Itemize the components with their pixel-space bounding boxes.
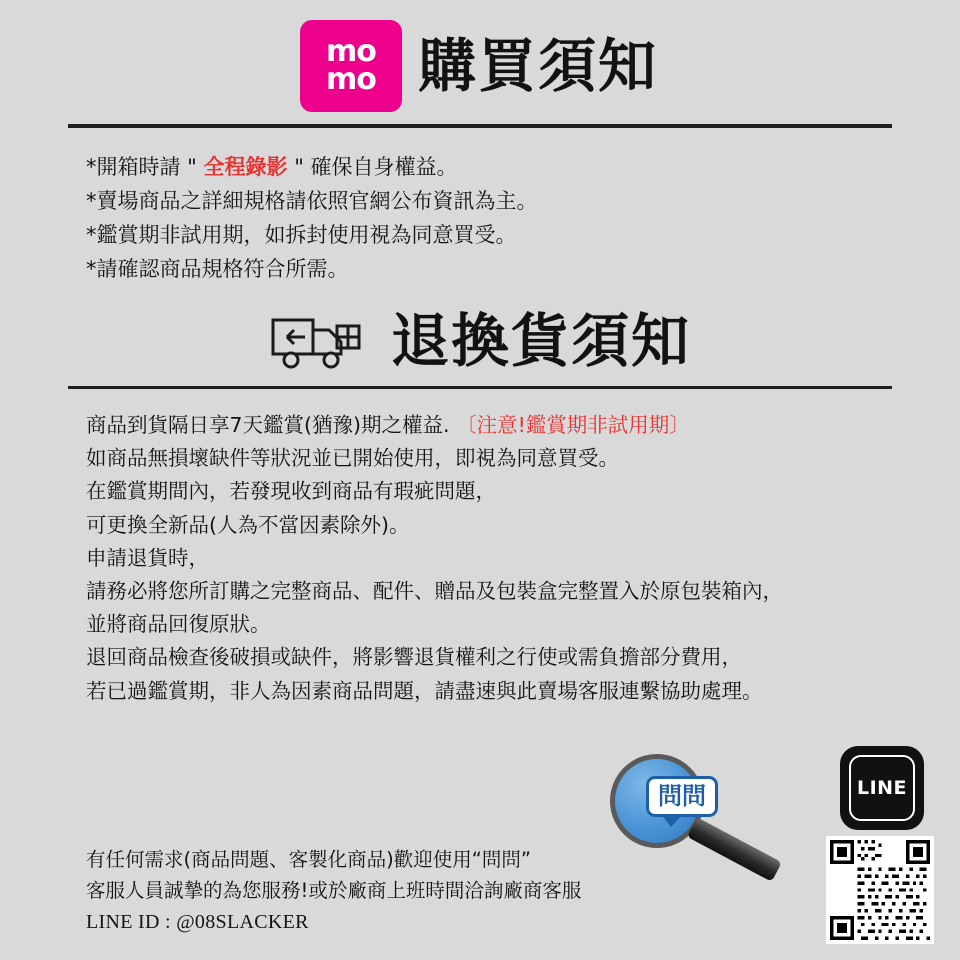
line-contact-block [826,746,938,944]
purchase-notice-body [86,150,874,286]
return-line-1-note: 〔注意!鑑賞期非試用期〕 [456,413,690,438]
truck-return-icon [269,310,373,372]
purchase-notice-header [0,0,960,110]
notice-line-2: *賣場商品之詳細規格請依照官網公布資訊為主。 [86,189,538,214]
line-icon-label: LINE [856,777,908,799]
divider-1 [68,124,892,128]
return-notice-body [86,409,874,708]
line-icon-tail [895,808,904,819]
section2-title: 退換貨須知 [390,307,691,376]
return-line-4: 可更換全新品(人為不當因素除外)。 [86,512,410,537]
notice-line-1-pre: *開箱時請 " [86,155,204,179]
notice-line-1 [86,150,874,184]
notice-line-4: *請確認商品規格符合所需。 [86,257,349,282]
notice-line-1-highlight: 全程錄影 [203,155,288,179]
return-line-1-pre: 商品到貨隔日享7天鑑賞(猶豫)期之權益. [86,413,457,438]
footer-line-id: LINE ID : @08SLACKER [86,911,309,933]
divider-2 [68,386,892,389]
return-line-7: 並將商品回復原狀。 [86,612,271,637]
return-line-3: 在鑑賞期間內，若發現收到商品有瑕疵問題， [86,479,496,504]
section1-title: 購買須知 [417,32,658,100]
notice-line-3: *鑑賞期非試用期，如拆封使用視為同意買受。 [86,223,517,248]
notice-line-1-post: " 確保自身權益。 [287,155,458,179]
return-line-9: 若已過鑑賞期，非人為因素商品問題，請盡速與此賣場客服連繫協助處理。 [86,678,763,703]
return-line-2: 如商品無損壞缺件等狀況並已開始使用，即視為同意買受。 [86,446,619,471]
momo-logo-text-top: mo [326,33,376,69]
footer-contact [86,844,806,938]
return-line-1 [86,409,874,442]
ask-bubble[interactable]: 問問 [646,776,718,817]
line-icon [840,746,924,830]
qr-code [826,836,934,944]
return-notice-header [0,307,960,376]
return-line-5: 申請退貨時， [86,545,209,570]
return-line-6: 請務必將您所訂購之完整商品、配件、贈品及包裝盒完整置入於原包裝箱內， [86,579,783,604]
footer-line-2: 客服人員誠摯的為您服務!或於廠商上班時間洽詢廠商客服 [86,878,582,902]
momo-logo [302,22,400,110]
momo-logo-text-bottom: mo [326,62,376,97]
footer-line-1: 有任何需求(商品問題、客製化商品)歡迎使用“問問” [86,847,531,871]
return-line-8: 退回商品檢查後破損或缺件，將影響退貨權利之行使或需負擔部分費用， [86,645,742,670]
